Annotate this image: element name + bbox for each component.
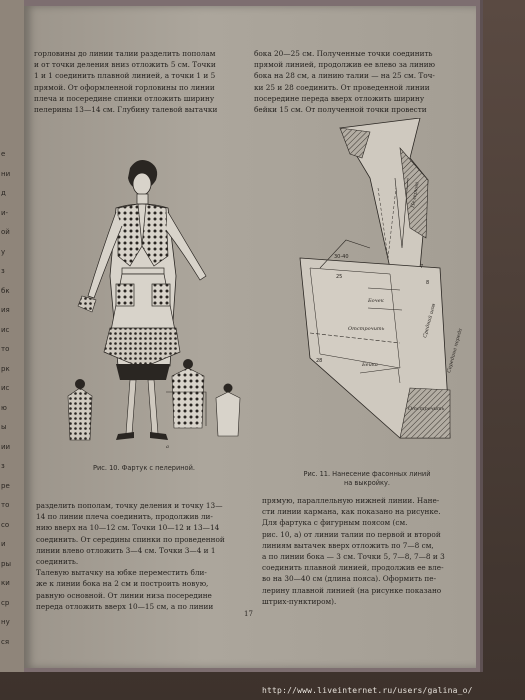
page-number: 17 — [244, 610, 253, 618]
left-page-fragment: з — [1, 462, 5, 470]
text-line: а по линии бока — 3 см. Точки 5, 7—8, 7—8 и 3 — [262, 552, 445, 562]
left-page-fragment: ис — [1, 325, 10, 334]
figure11-caption — [272, 470, 462, 488]
text-line: Талевую вытачку на юбке переместить бли- — [36, 568, 207, 578]
left-page-fragment: ии — [1, 442, 11, 451]
left-page-fragment: ры — [1, 559, 11, 568]
text-line: горловины до линии талии разделить пополам — [34, 49, 216, 58]
figure11-caption-line1: Рис. 11. Нанесение фасонных линий — [303, 470, 431, 478]
label-7: 7 — [420, 264, 424, 270]
left-page-fragment: ср — [1, 598, 10, 607]
text-line: бейки 15 см. От полученной точки провести — [254, 105, 427, 115]
text-line: сти линии кармана, как показано на рисунке. — [262, 507, 441, 517]
left-page-fragment: з — [1, 267, 5, 275]
label-30-40: 30-40 — [334, 254, 349, 260]
text-line: соединить плавной линией, продолжив ее вле- — [262, 563, 444, 573]
text-line: штрих-пунктиром). — [262, 596, 337, 606]
left-page-fragment: рк — [1, 364, 10, 373]
text-line: во на 30—40 см (длина пояса). Оформить пе- — [262, 574, 437, 584]
label-8: 8 — [426, 280, 430, 286]
previous-page-edge — [0, 0, 24, 672]
text-line: прямой. От оформленной горловины по линии — [34, 82, 215, 92]
figure10-apron-illustration — [38, 156, 248, 456]
text-line: рис. 10, а) от линии талии по первой и второй — [262, 529, 441, 539]
left-page-fragment: ия — [1, 306, 10, 314]
text-line: нию вверх на 10—12 см. Точки 10—12 и 13—14 — [36, 523, 220, 533]
text-line: же к линии бока на 2 см и построить новую, — [36, 579, 209, 589]
left-page-fragment: со — [1, 520, 10, 529]
text-line: и от точки деления вниз отложить 5 см. Точки — [34, 60, 216, 70]
left-page-fragment: то — [1, 501, 10, 509]
text-line: посередине переда вверх отложить ширину — [254, 93, 425, 103]
text-line: соединить. От середины спинки по проведенной — [36, 534, 225, 544]
label-25: 25 — [336, 274, 343, 280]
label-sredniy-shov: Средний шов — [422, 303, 438, 339]
left-column-top-text — [34, 48, 248, 115]
right-column-bottom-text — [262, 495, 468, 607]
text-line: линии влево отложить 3—4 см. Точки 3—4 и 1 — [36, 545, 216, 555]
left-page-fragment: ис — [1, 384, 10, 392]
text-line: 14 по линии плеча соединить, продолжив ли- — [36, 512, 213, 522]
text-line: линиям вытачек вверх отложить по 7—8 см, — [262, 540, 434, 550]
text-line: прямой линией, продолжив ее влево за линию — [254, 60, 435, 70]
book-page — [24, 6, 476, 668]
figure10-subfigure-label: a — [166, 444, 169, 450]
left-column-bottom-text — [36, 500, 248, 612]
text-line: пелерины 13—14 см. Глубину талевой вытачки — [34, 105, 218, 115]
text-line: плеча и посередине спинки отложить ширину — [34, 93, 215, 103]
text-line: лерину плавной линией (на рисунке показано — [262, 585, 442, 595]
left-page-fragment: ой — [1, 228, 10, 236]
text-line: разделить пополам, точку деления и точку 13— — [36, 501, 223, 510]
left-page-fragment: ю — [1, 403, 7, 412]
label-otstrochit-1: Отстрочить — [348, 326, 385, 332]
text-line: ки 25 и 28 соединить. От проведенной линии — [254, 82, 430, 92]
left-page-fragment: е — [1, 150, 6, 158]
figure11-pattern-diagram — [250, 118, 472, 463]
text-line: Для фартука с фигурным поясом (см. — [262, 518, 408, 528]
left-page-fragment: д — [1, 189, 6, 197]
left-page-fragment: ся — [1, 637, 10, 646]
figure10-caption: Рис. 10. Фартук с пелериной. — [93, 464, 195, 472]
label-pelerina: Пелерина — [410, 181, 421, 209]
label-seredina-pereda: Середина переда — [446, 327, 464, 374]
label-28: 28 — [316, 358, 323, 364]
left-page-fragment: ну — [1, 618, 10, 626]
right-column-top-text — [254, 48, 468, 115]
left-page-fragment: и- — [1, 208, 9, 217]
text-line: прямую, параллельную нижней линии. Нане- — [262, 496, 440, 505]
left-page-fragment: ки — [1, 579, 10, 587]
left-page-fragment: то — [1, 345, 10, 353]
label-bochek: Бочек — [368, 298, 384, 304]
left-page-fragment: ни — [1, 169, 11, 178]
text-line: бока 20—25 см. Полученные точки соединить — [254, 49, 433, 58]
watermark-url: http://www.liveinternet.ru/users/galina_o/ — [262, 686, 473, 695]
text-line: переда отложить вверх 10—15 см, а по линии — [36, 601, 214, 611]
text-line: 1 и 1 соединить плавной линией, а точки 1 и 5 — [34, 71, 216, 81]
left-page-fragment: ре — [1, 481, 10, 490]
label-beyka: Бейка — [362, 362, 378, 368]
label-otstrochit-2: Отстрочить — [408, 406, 445, 412]
figure11-caption-line2: на выкройку. — [343, 479, 390, 487]
left-page-fragment: ы — [1, 423, 7, 431]
text-line: соединить. — [36, 557, 79, 567]
text-line: равную основной. От линии низа посередине — [36, 590, 212, 600]
left-page-fragment: бк — [1, 286, 10, 295]
left-page-fragment: и — [1, 540, 6, 548]
text-line: бока на 28 см, а линию талии — на 25 см. Точ- — [254, 71, 435, 81]
left-page-fragment: у — [1, 247, 6, 256]
